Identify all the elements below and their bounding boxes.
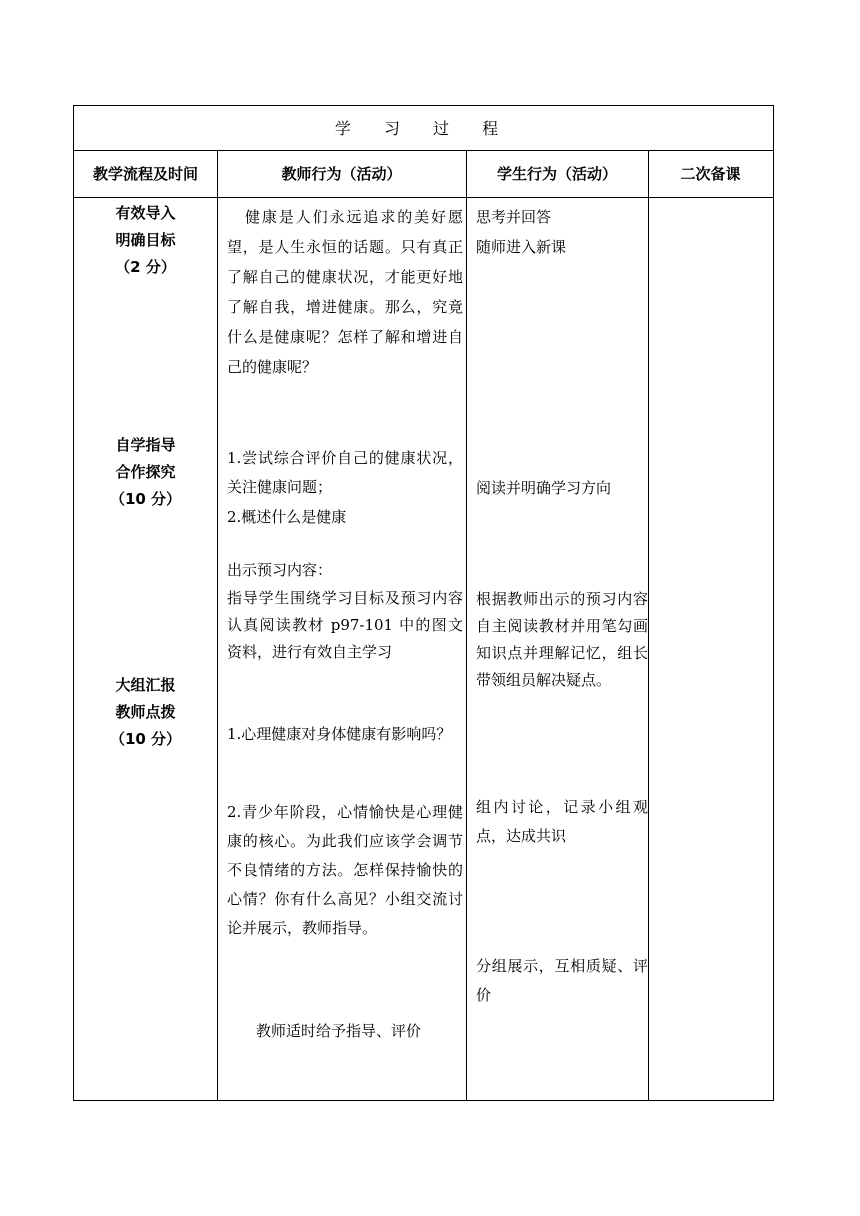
column-divider bbox=[466, 151, 467, 1100]
student-activity-2: 阅读并明确学习方向 bbox=[476, 479, 612, 497]
teacher-question-1: 1.心理健康对身体健康有影响吗？ bbox=[227, 725, 452, 743]
student-activity-3: 根据教师出示的预习内容自主阅读教材并用笔勾画知识点并理解记忆，组长带领组员解决疑点。 bbox=[476, 590, 648, 689]
teacher-question-2: 2.青少年阶段，心情愉快是心理健康的核心。为此我们应该学会调节不良情绪的方法。怎样保持愉快的心情？你有什么高见？小组交流讨论并展示，教师指导。 bbox=[227, 803, 463, 937]
second-prep-cell bbox=[649, 198, 773, 1100]
header-student-activity: 学生行为（活动） bbox=[496, 165, 617, 183]
student-activity-1: 思考并回答 随师进入新课 bbox=[476, 208, 567, 256]
stage-intro: 有效导入 明确目标 （2 分） bbox=[115, 204, 176, 276]
header-flow-time: 教学流程及时间 bbox=[92, 165, 198, 183]
teacher-guidance: 教师适时给予指导、评价 bbox=[256, 1022, 422, 1040]
table-title: 学 习 过 程 bbox=[74, 106, 773, 151]
teacher-goal-1: 1.尝试综合评价自己的健康状况，关注健康问题； bbox=[227, 449, 463, 496]
student-activity-4: 组内讨论，记录小组观点，达成共识 bbox=[476, 798, 648, 845]
lesson-process-table bbox=[73, 105, 774, 1101]
header-second-prep: 二次备课 bbox=[680, 165, 741, 183]
stage-group-report: 大组汇报 教师点拨 （10 分） bbox=[109, 676, 182, 748]
column-divider bbox=[217, 151, 218, 1100]
teacher-preview-title: 出示预习内容： bbox=[227, 561, 333, 579]
teacher-preview-body: 指导学生围绕学习目标及预习内容认真阅读教材 p97-101 中的图文资料，进行有效自主学习 bbox=[227, 589, 463, 661]
stage-self-study: 自学指导 合作探究 （10 分） bbox=[109, 436, 182, 508]
teacher-goal-2: 2.概述什么是健康 bbox=[227, 508, 347, 526]
teacher-intro-text: 健康是人们永远追求的美好愿望，是人生永恒的话题。只有真正了解自己的健康状况，才能更好地了解自我，增进健康。那么，究竟什么是健康呢？怎样了解和增进自己的健康呢？ bbox=[227, 208, 463, 376]
student-activity-5: 分组展示，互相质疑、评价 bbox=[476, 957, 648, 1004]
header-teacher-activity: 教师行为（活动） bbox=[281, 165, 402, 183]
